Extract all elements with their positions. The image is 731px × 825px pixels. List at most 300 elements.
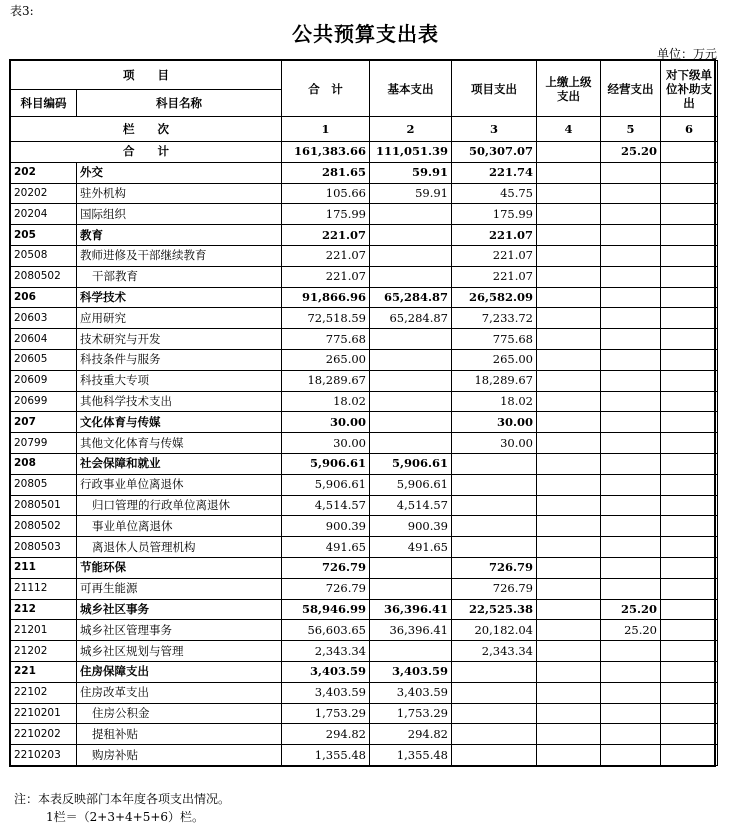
row-business (601, 453, 661, 474)
row-business (601, 162, 661, 183)
row-upper (537, 599, 601, 620)
row-basic: 65,284.87 (370, 308, 452, 329)
row-subsidy (661, 433, 718, 454)
row-code: 20603 (11, 308, 77, 329)
row-business (601, 225, 661, 246)
unit-label: 单位：万元 (656, 47, 717, 61)
row-project (452, 537, 537, 558)
row-business (601, 557, 661, 578)
row-project (452, 495, 537, 516)
table-row (11, 661, 718, 682)
row-code: 2080503 (11, 537, 77, 558)
grand-total-project: 50,307.07 (452, 142, 537, 163)
row-basic (370, 641, 452, 662)
row-upper (537, 578, 601, 599)
row-basic: 65,284.87 (370, 287, 452, 308)
row-name-text: 其他科学技术支出 (80, 393, 172, 408)
row-subsidy (661, 474, 718, 495)
row-upper (537, 183, 601, 204)
row-name-text: 住房保障支出 (80, 664, 149, 679)
row-basic: 36,396.41 (370, 599, 452, 620)
row-project: 20,182.04 (452, 620, 537, 641)
header-upper: 上缴上级 支出 (537, 61, 601, 117)
row-basic (370, 349, 452, 370)
row-code: 22102 (11, 682, 77, 703)
row-name-text: 提租补贴 (92, 726, 138, 741)
header-code: 科目编码 (11, 90, 77, 117)
row-subsidy (661, 661, 718, 682)
row-basic (370, 329, 452, 350)
row-upper (537, 391, 601, 412)
row-name (77, 578, 282, 599)
row-upper (537, 329, 601, 350)
row-upper (537, 537, 601, 558)
row-project (452, 703, 537, 724)
row-name (77, 537, 282, 558)
row-upper (537, 474, 601, 495)
row-subsidy (661, 745, 718, 766)
table-row (11, 537, 718, 558)
row-name-text: 其他文化体育与传媒 (80, 435, 184, 450)
header-total: 合 计 (282, 61, 370, 117)
row-name-text: 节能环保 (80, 560, 126, 575)
table-row (11, 703, 718, 724)
row-total: 221.07 (282, 266, 370, 287)
row-business (601, 703, 661, 724)
row-name (77, 599, 282, 620)
row-subsidy (661, 557, 718, 578)
row-total: 2,343.34 (282, 641, 370, 662)
row-total: 726.79 (282, 557, 370, 578)
row-project (452, 516, 537, 537)
row-basic (370, 266, 452, 287)
header-business: 经营支出 (601, 61, 661, 117)
row-basic: 59.91 (370, 183, 452, 204)
grand-total-upper (537, 142, 601, 163)
row-upper (537, 287, 601, 308)
row-total: 265.00 (282, 349, 370, 370)
row-business (601, 641, 661, 662)
row-name (77, 745, 282, 766)
row-subsidy (661, 162, 718, 183)
row-project: 265.00 (452, 349, 537, 370)
row-name-text: 购房补贴 (92, 747, 138, 762)
row-project: 22,525.38 (452, 599, 537, 620)
row-total: 58,946.99 (282, 599, 370, 620)
row-total: 4,514.57 (282, 495, 370, 516)
row-subsidy (661, 245, 718, 266)
column-number-2: 2 (370, 117, 452, 142)
row-subsidy (661, 308, 718, 329)
header-project: 项目支出 (452, 61, 537, 117)
row-project: 18,289.67 (452, 370, 537, 391)
row-project (452, 724, 537, 745)
header-item: 项 目 (11, 61, 282, 90)
row-name (77, 183, 282, 204)
row-project: 7,233.72 (452, 308, 537, 329)
row-basic (370, 204, 452, 225)
row-name-text: 应用研究 (80, 310, 126, 325)
table-row (11, 225, 718, 246)
table-row (11, 204, 718, 225)
row-name-text: 事业单位离退休 (92, 518, 173, 533)
row-code: 21201 (11, 620, 77, 641)
row-subsidy (661, 391, 718, 412)
grand-total-label: 合 计 (11, 142, 282, 163)
budget-table (10, 60, 718, 766)
table-row (11, 724, 718, 745)
row-project (452, 453, 537, 474)
row-basic (370, 245, 452, 266)
header-row-1 (11, 61, 718, 90)
row-project: 221.07 (452, 225, 537, 246)
row-subsidy (661, 703, 718, 724)
row-total: 18.02 (282, 391, 370, 412)
row-project: 221.07 (452, 266, 537, 287)
row-total: 775.68 (282, 329, 370, 350)
row-basic (370, 412, 452, 433)
row-subsidy (661, 641, 718, 662)
row-code: 212 (11, 599, 77, 620)
row-business (601, 287, 661, 308)
row-name-text: 住房公积金 (92, 705, 150, 720)
row-project: 45.75 (452, 183, 537, 204)
row-subsidy (661, 412, 718, 433)
row-code: 20604 (11, 329, 77, 350)
table-row (11, 620, 718, 641)
row-project: 30.00 (452, 433, 537, 454)
row-business (601, 724, 661, 745)
row-name-text: 城乡社区事务 (80, 601, 149, 616)
row-name-text: 可再生能源 (80, 581, 138, 596)
table-row (11, 349, 718, 370)
row-basic (370, 391, 452, 412)
table-row (11, 578, 718, 599)
row-upper (537, 682, 601, 703)
row-code: 208 (11, 453, 77, 474)
row-total: 56,603.65 (282, 620, 370, 641)
row-name (77, 329, 282, 350)
row-business (601, 537, 661, 558)
row-total: 491.65 (282, 537, 370, 558)
row-name (77, 391, 282, 412)
row-subsidy (661, 370, 718, 391)
row-name-text: 离退休人员管理机构 (92, 539, 196, 554)
row-name (77, 557, 282, 578)
row-total: 30.00 (282, 433, 370, 454)
row-upper (537, 412, 601, 433)
row-code: 20204 (11, 204, 77, 225)
row-code: 20508 (11, 245, 77, 266)
row-name-text: 驻外机构 (80, 185, 126, 200)
row-basic: 294.82 (370, 724, 452, 745)
table-row (11, 183, 718, 204)
row-total: 3,403.59 (282, 661, 370, 682)
row-name (77, 162, 282, 183)
row-code: 207 (11, 412, 77, 433)
row-name (77, 245, 282, 266)
row-basic: 5,906.61 (370, 474, 452, 495)
row-subsidy (661, 620, 718, 641)
row-code: 20799 (11, 433, 77, 454)
row-upper (537, 349, 601, 370)
row-upper (537, 370, 601, 391)
row-subsidy (661, 724, 718, 745)
row-upper (537, 245, 601, 266)
table-row (11, 412, 718, 433)
row-name (77, 266, 282, 287)
row-business (601, 474, 661, 495)
row-name-text: 干部教育 (92, 269, 138, 284)
row-business (601, 745, 661, 766)
table-row (11, 495, 718, 516)
row-name-text: 城乡社区规划与管理 (80, 643, 184, 658)
header-name: 科目名称 (77, 90, 282, 117)
row-name-text: 行政事业单位离退休 (80, 477, 184, 492)
row-subsidy (661, 578, 718, 599)
row-total: 221.07 (282, 225, 370, 246)
table-row (11, 557, 718, 578)
row-name-text: 社会保障和就业 (80, 456, 161, 471)
row-project: 221.74 (452, 162, 537, 183)
row-business (601, 329, 661, 350)
header-basic: 基本支出 (370, 61, 452, 117)
row-business (601, 370, 661, 391)
column-number-6: 6 (661, 117, 718, 142)
row-total: 281.65 (282, 162, 370, 183)
row-code: 20202 (11, 183, 77, 204)
row-upper (537, 162, 601, 183)
table-row (11, 682, 718, 703)
row-basic: 5,906.61 (370, 453, 452, 474)
row-business (601, 183, 661, 204)
row-name (77, 433, 282, 454)
row-upper (537, 703, 601, 724)
row-name (77, 495, 282, 516)
row-business (601, 308, 661, 329)
row-basic (370, 433, 452, 454)
table-row (11, 245, 718, 266)
row-project (452, 474, 537, 495)
row-project: 30.00 (452, 412, 537, 433)
column-number-label: 栏 次 (11, 117, 282, 142)
row-name-text: 城乡社区管理事务 (80, 622, 172, 637)
row-total: 726.79 (282, 578, 370, 599)
row-upper (537, 266, 601, 287)
row-total: 175.99 (282, 204, 370, 225)
column-number-3: 3 (452, 117, 537, 142)
row-subsidy (661, 329, 718, 350)
row-upper (537, 724, 601, 745)
row-upper (537, 433, 601, 454)
row-name (77, 204, 282, 225)
row-code: 2210203 (11, 745, 77, 766)
row-name-text: 文化体育与传媒 (80, 414, 161, 429)
column-number-1: 1 (282, 117, 370, 142)
row-upper (537, 620, 601, 641)
grand-total-subsidy (661, 142, 718, 163)
row-business (601, 266, 661, 287)
row-business: 25.20 (601, 620, 661, 641)
header-subsidy: 对下级单 位补助支 出 (661, 61, 718, 117)
row-name (77, 349, 282, 370)
row-project: 726.79 (452, 578, 537, 599)
row-name-text: 归口管理的行政单位离退休 (92, 497, 230, 512)
row-name (77, 370, 282, 391)
row-name (77, 412, 282, 433)
row-upper (537, 308, 601, 329)
row-subsidy (661, 453, 718, 474)
row-code: 20605 (11, 349, 77, 370)
row-code: 211 (11, 557, 77, 578)
row-business (601, 433, 661, 454)
row-code: 2080502 (11, 266, 77, 287)
row-name-text: 外交 (80, 165, 103, 180)
column-number-4: 4 (537, 117, 601, 142)
row-subsidy (661, 349, 718, 370)
row-upper (537, 453, 601, 474)
table-row (11, 370, 718, 391)
table-row (11, 641, 718, 662)
row-business (601, 578, 661, 599)
row-project: 26,582.09 (452, 287, 537, 308)
row-name-text: 科技条件与服务 (80, 352, 161, 367)
row-total: 18,289.67 (282, 370, 370, 391)
row-business (601, 349, 661, 370)
row-name (77, 724, 282, 745)
row-project (452, 661, 537, 682)
row-upper (537, 495, 601, 516)
row-project (452, 682, 537, 703)
row-subsidy (661, 682, 718, 703)
row-project: 726.79 (452, 557, 537, 578)
row-name-text: 科技重大专项 (80, 373, 149, 388)
table-row (11, 391, 718, 412)
column-number-5: 5 (601, 117, 661, 142)
row-code: 20699 (11, 391, 77, 412)
table-row (11, 474, 718, 495)
row-upper (537, 661, 601, 682)
footnote-line-2: 1栏＝（2+3+4+5+6）栏。 (46, 810, 205, 824)
row-total: 3,403.59 (282, 682, 370, 703)
row-name (77, 474, 282, 495)
row-code: 205 (11, 225, 77, 246)
row-name-text: 科学技术 (80, 289, 126, 304)
row-name (77, 703, 282, 724)
row-basic: 900.39 (370, 516, 452, 537)
row-basic (370, 225, 452, 246)
row-name-text: 住房改革支出 (80, 685, 149, 700)
row-upper (537, 516, 601, 537)
row-upper (537, 745, 601, 766)
row-basic (370, 370, 452, 391)
row-code: 221 (11, 661, 77, 682)
row-name-text: 教育 (80, 227, 103, 242)
row-project: 18.02 (452, 391, 537, 412)
table-number-label: 表3: (10, 4, 34, 18)
row-basic (370, 578, 452, 599)
row-business (601, 412, 661, 433)
row-total: 72,518.59 (282, 308, 370, 329)
row-subsidy (661, 204, 718, 225)
table-row (11, 162, 718, 183)
row-business (601, 682, 661, 703)
row-upper (537, 557, 601, 578)
row-total: 294.82 (282, 724, 370, 745)
row-basic: 59.91 (370, 162, 452, 183)
row-project (452, 745, 537, 766)
grand-total-business: 25.20 (601, 142, 661, 163)
row-subsidy (661, 537, 718, 558)
row-subsidy (661, 287, 718, 308)
row-total: 1,753.29 (282, 703, 370, 724)
row-business (601, 204, 661, 225)
row-basic: 3,403.59 (370, 682, 452, 703)
row-code: 21112 (11, 578, 77, 599)
row-total: 105.66 (282, 183, 370, 204)
row-name-text: 技术研究与开发 (80, 331, 161, 346)
row-project: 175.99 (452, 204, 537, 225)
row-total: 1,355.48 (282, 745, 370, 766)
row-total: 221.07 (282, 245, 370, 266)
row-upper (537, 204, 601, 225)
row-name-text: 国际组织 (80, 206, 126, 221)
row-code: 21202 (11, 641, 77, 662)
row-subsidy (661, 183, 718, 204)
row-code: 2080501 (11, 495, 77, 516)
row-project: 2,343.34 (452, 641, 537, 662)
row-code: 2210201 (11, 703, 77, 724)
row-business (601, 245, 661, 266)
table-row (11, 308, 718, 329)
row-subsidy (661, 225, 718, 246)
row-code: 2210202 (11, 724, 77, 745)
row-total: 5,906.61 (282, 474, 370, 495)
row-code: 20805 (11, 474, 77, 495)
row-total: 5,906.61 (282, 453, 370, 474)
column-number-row (11, 117, 718, 142)
grand-total-total: 161,383.66 (282, 142, 370, 163)
table-row (11, 287, 718, 308)
row-subsidy (661, 599, 718, 620)
footnote-line-1: 注：本表反映部门本年度各项支出情况。 (14, 792, 231, 806)
row-basic: 491.65 (370, 537, 452, 558)
row-name (77, 287, 282, 308)
row-name (77, 225, 282, 246)
row-basic: 1,355.48 (370, 745, 452, 766)
row-name (77, 641, 282, 662)
row-code: 20609 (11, 370, 77, 391)
row-total: 900.39 (282, 516, 370, 537)
row-name (77, 453, 282, 474)
row-name (77, 682, 282, 703)
row-subsidy (661, 266, 718, 287)
row-project: 221.07 (452, 245, 537, 266)
row-code: 2080502 (11, 516, 77, 537)
row-name-text: 教师进修及干部继续教育 (80, 248, 207, 263)
row-basic: 3,403.59 (370, 661, 452, 682)
row-code: 206 (11, 287, 77, 308)
row-basic: 4,514.57 (370, 495, 452, 516)
row-business (601, 516, 661, 537)
row-code: 202 (11, 162, 77, 183)
row-basic (370, 557, 452, 578)
row-total: 91,866.96 (282, 287, 370, 308)
row-name (77, 661, 282, 682)
grand-total-row (11, 142, 718, 163)
table-row (11, 453, 718, 474)
row-upper (537, 225, 601, 246)
